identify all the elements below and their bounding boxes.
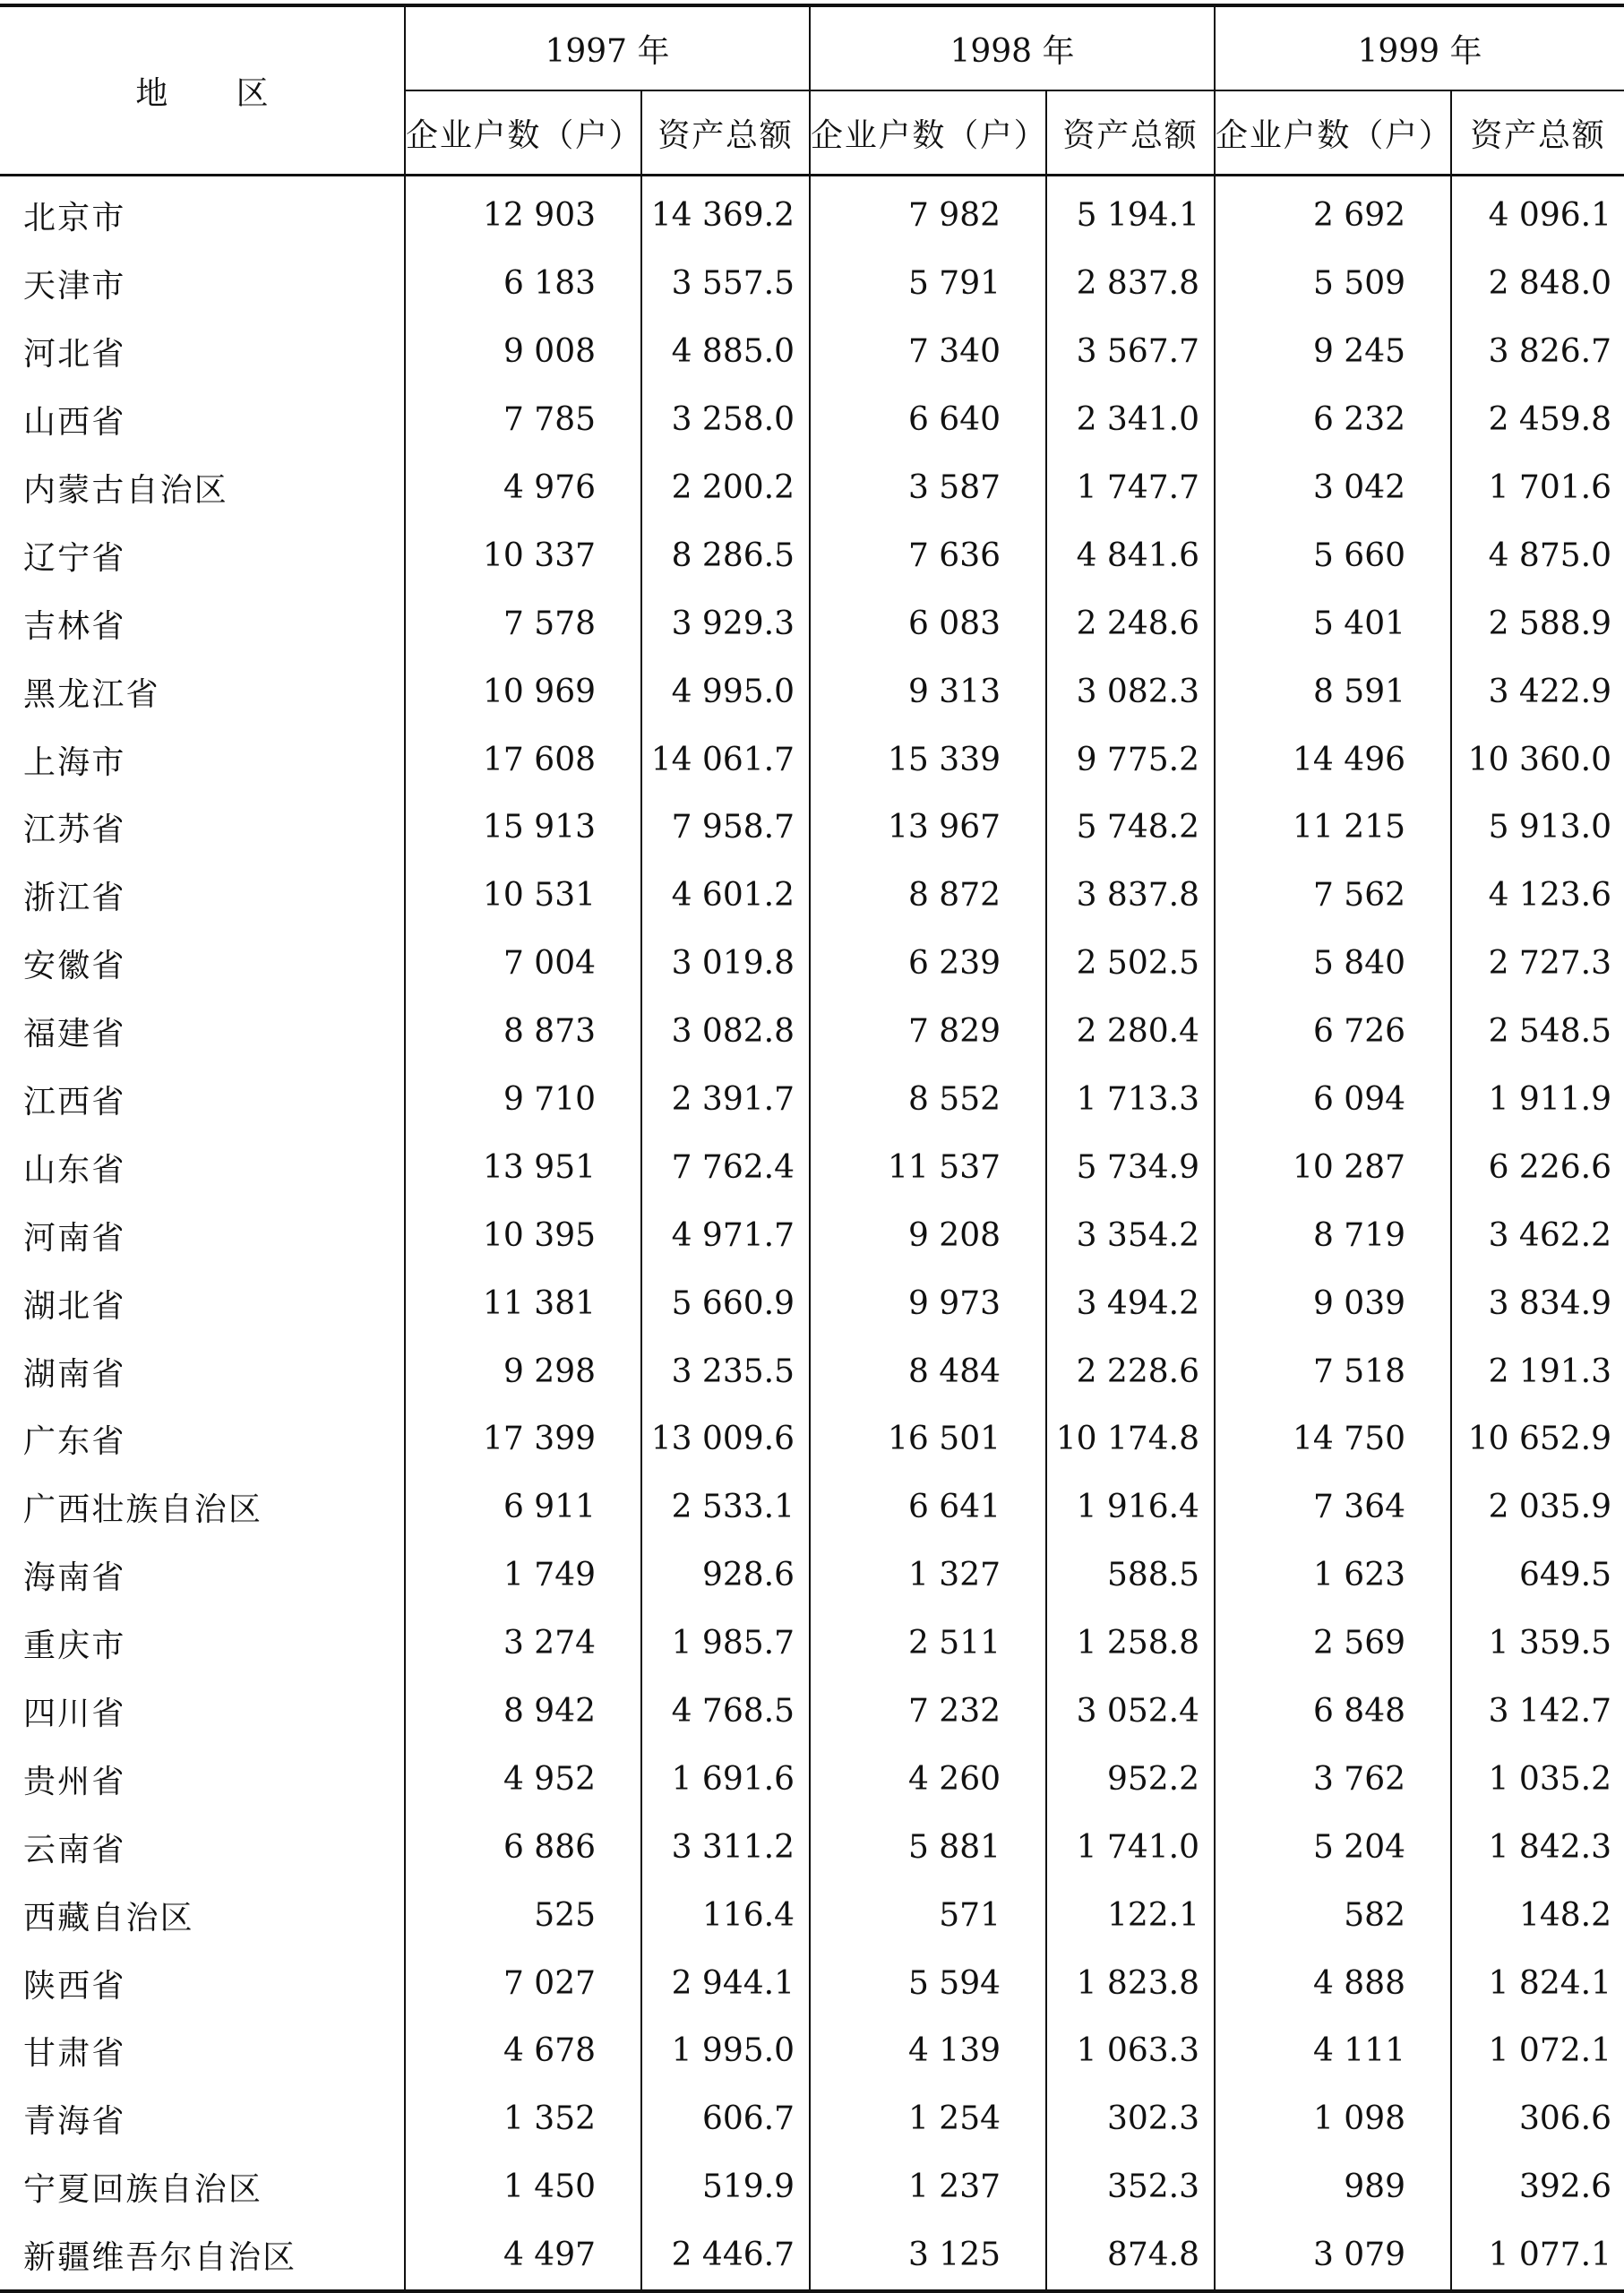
enterprise-count-1997-cell: 11 381 [405,1269,641,1337]
total-assets-1997-cell: 5 660.9 [641,1269,810,1337]
table-row [0,521,1624,589]
total-assets-1998-cell: 3 354.2 [1046,1201,1215,1269]
enterprise-count-1998-cell: 571 [810,1881,1046,1949]
table-row [0,1405,1624,1473]
total-assets-1998-cell: 5 748.2 [1046,794,1215,862]
table-row [0,250,1624,318]
enterprise-count-1998-cell: 1 237 [810,2153,1046,2221]
region-name-cell: 湖南省 [0,1337,405,1405]
table-row [0,1201,1624,1269]
table-row [0,1066,1624,1134]
enterprise-count-1998-cell: 7 340 [810,318,1046,386]
region-name-cell: 江苏省 [0,794,405,862]
total-assets-1999-cell: 1 842.3 [1488,1828,1611,1866]
total-assets-1997-cell: 7 958.7 [641,794,810,862]
total-assets-1997-cell: 3 258.0 [641,386,810,454]
region-name-cell: 河北省 [0,318,405,386]
enterprise-count-1999-cell: 2 692 [1215,176,1451,250]
table-row [0,176,1624,250]
enterprise-count-1997-cell: 9 298 [405,1337,641,1405]
total-assets-1997-cell: 2 533.1 [641,1473,810,1542]
enterprise-count-1999-cell: 14 496 [1215,726,1451,794]
table-row [0,1610,1624,1678]
total-assets-1998-cell: 122.1 [1046,1881,1215,1949]
region-name-cell: 天津市 [0,250,405,318]
table-row [0,318,1624,386]
table-row [0,862,1624,930]
enterprise-count-1999-cell: 6 094 [1215,1066,1451,1134]
table-row [0,589,1624,657]
total-assets-1997-cell: 1 985.7 [641,1610,810,1678]
total-assets-1997-cell: 2 446.7 [641,2221,810,2291]
total-assets-1998-cell: 2 228.6 [1046,1337,1215,1405]
enterprise-count-1997-cell: 4 952 [405,1745,641,1813]
enterprise-count-1998-cell: 16 501 [810,1405,1046,1473]
total-assets-1998-cell: 1 258.8 [1046,1610,1215,1678]
enterprise-count-1998-cell: 7 829 [810,998,1046,1066]
enterprise-count-1999-cell: 7 518 [1215,1337,1451,1405]
total-assets-1999-cell: 2 727.3 [1488,945,1611,983]
region-name-cell: 云南省 [0,1813,405,1881]
enterprise-count-1997-cell: 17 608 [405,726,641,794]
total-assets-1999-cell: 148.2 [1518,1896,1611,1934]
region-name-cell: 吉林省 [0,589,405,657]
table-row [0,386,1624,454]
enterprise-count-1998-cell: 4 260 [810,1745,1046,1813]
enterprise-count-1998-cell: 6 640 [810,386,1046,454]
total-assets-1998-cell: 874.8 [1046,2221,1215,2291]
region-name-cell: 新疆维吾尔自治区 [0,2221,405,2291]
total-assets-1998-cell: 302.3 [1046,2085,1215,2153]
total-assets-1998-cell: 3 837.8 [1046,862,1215,930]
total-assets-1999-cell: 392.6 [1518,2168,1611,2206]
enterprise-count-1997-cell: 7 578 [405,589,641,657]
region-name-cell: 河南省 [0,1201,405,1269]
total-assets-1998-cell: 4 841.6 [1046,521,1215,589]
enterprise-count-1998-cell: 15 339 [810,726,1046,794]
table-row [0,2221,1624,2291]
table-row [0,1745,1624,1813]
enterprise-count-1997-cell: 10 969 [405,657,641,726]
enterprise-count-1999-cell: 4 888 [1215,1949,1451,2017]
enterprise-count-1998-cell: 2 511 [810,1610,1046,1678]
enterprise-count-1998-cell: 3 125 [810,2221,1046,2291]
enterprise-count-1998-cell: 9 208 [810,1201,1046,1269]
enterprise-count-1998-cell: 6 239 [810,930,1046,998]
total-assets-1999-cell: 1 035.2 [1488,1760,1611,1798]
table-row [0,1949,1624,2017]
enterprise-count-1999-cell: 5 401 [1215,589,1451,657]
total-assets-1998-cell: 5 194.1 [1046,176,1215,250]
total-assets-1998-cell: 588.5 [1046,1542,1215,1610]
region-name-cell: 广东省 [0,1405,405,1473]
table-body [0,176,1624,2291]
table-row [0,794,1624,862]
enterprise-count-1999-cell: 6 232 [1215,386,1451,454]
region-name-cell: 山东省 [0,1133,405,1201]
enterprise-count-1999-cell: 4 111 [1215,2017,1451,2085]
total-assets-1998-cell: 2 341.0 [1046,386,1215,454]
region-name-cell: 西藏自治区 [0,1881,405,1949]
total-assets-1999-cell: 649.5 [1518,1557,1611,1594]
total-assets-1999-cell: 1 911.9 [1488,1081,1611,1119]
region-name-cell: 甘肃省 [0,2017,405,2085]
total-assets-1998-cell: 10 174.8 [1046,1405,1215,1473]
total-assets-1999-cell: 1 077.1 [1488,2237,1611,2274]
enterprise-count-1998-cell: 8 552 [810,1066,1046,1134]
enterprise-count-1997-cell: 3 274 [405,1610,641,1678]
enterprise-count-1997-cell: 6 911 [405,1473,641,1542]
enterprise-count-1999-cell: 3 762 [1215,1745,1451,1813]
enterprise-count-1997-cell: 9 710 [405,1066,641,1134]
enterprise-count-header: 企业户数（户） [405,90,641,176]
region-name-cell: 青海省 [0,2085,405,2153]
enterprise-count-1997-cell: 7 027 [405,1949,641,2017]
enterprise-count-1997-cell: 4 976 [405,454,641,522]
total-assets-1999-cell: 10 360.0 [1467,741,1611,778]
total-assets-1997-cell: 1 691.6 [641,1745,810,1813]
total-assets-1999-cell: 2 035.9 [1488,1489,1611,1526]
total-assets-1999-cell: 3 826.7 [1488,333,1611,371]
enterprise-count-1997-cell: 6 886 [405,1813,641,1881]
enterprise-count-1998-cell: 7 982 [810,176,1046,250]
total-assets-1998-cell: 2 502.5 [1046,930,1215,998]
table-row [0,1678,1624,1746]
total-assets-1999-cell: 4 875.0 [1488,537,1611,574]
total-assets-1997-cell: 1 995.0 [641,2017,810,2085]
total-assets-1999-cell: 2 459.8 [1488,401,1611,439]
year-header-1999: 1999 年 [1215,5,1624,90]
total-assets-1997-cell: 14 369.2 [641,176,810,250]
total-assets-1999-cell: 3 142.7 [1488,1693,1611,1730]
enterprise-count-1998-cell: 6 083 [810,589,1046,657]
total-assets-1997-cell: 13 009.6 [641,1405,810,1473]
enterprise-count-1997-cell: 7 785 [405,386,641,454]
total-assets-1999-cell: 3 834.9 [1488,1284,1611,1322]
table-row [0,2153,1624,2221]
region-name-cell: 北京市 [0,176,405,250]
total-assets-1997-cell: 7 762.4 [641,1133,810,1201]
total-assets-1999-cell: 5 913.0 [1488,809,1611,846]
total-assets-1999-cell: 2 548.5 [1488,1013,1611,1051]
enterprise-count-1998-cell: 11 537 [810,1133,1046,1201]
enterprise-count-1998-cell: 5 881 [810,1813,1046,1881]
table-row [0,1542,1624,1610]
total-assets-1998-cell: 3 082.3 [1046,657,1215,726]
table-row [0,1813,1624,1881]
enterprise-count-1999-cell: 14 750 [1215,1405,1451,1473]
total-assets-1997-cell: 4 885.0 [641,318,810,386]
table-row [0,1337,1624,1405]
region-name-cell: 四川省 [0,1678,405,1746]
enterprise-count-1997-cell: 8 942 [405,1678,641,1746]
total-assets-1997-cell: 606.7 [641,2085,810,2153]
region-name-cell: 陕西省 [0,1949,405,2017]
enterprise-count-1997-cell: 10 395 [405,1201,641,1269]
total-assets-header: 资产总额 [641,90,810,176]
table-row [0,1133,1624,1201]
total-assets-1998-cell: 1 823.8 [1046,1949,1215,2017]
enterprise-count-1999-cell: 1 623 [1215,1542,1451,1610]
total-assets-1999-cell: 1 824.1 [1488,1964,1611,2002]
enterprise-count-1999-cell: 5 509 [1215,250,1451,318]
enterprise-count-1999-cell: 5 660 [1215,521,1451,589]
enterprise-count-1997-cell: 1 749 [405,1542,641,1610]
table-header [0,5,1624,176]
total-assets-1998-cell: 5 734.9 [1046,1133,1215,1201]
total-assets-1997-cell: 4 601.2 [641,862,810,930]
total-assets-1999-cell: 1 359.5 [1488,1625,1611,1662]
total-assets-1998-cell: 9 775.2 [1046,726,1215,794]
total-assets-1998-cell: 352.3 [1046,2153,1215,2221]
enterprise-count-1999-cell: 7 562 [1215,862,1451,930]
enterprise-count-1999-cell: 9 245 [1215,318,1451,386]
total-assets-1998-cell: 1 747.7 [1046,454,1215,522]
total-assets-1999-cell: 4 123.6 [1488,877,1611,915]
enterprise-count-1999-cell: 10 287 [1215,1133,1451,1201]
enterprise-count-1997-cell: 1 450 [405,2153,641,2221]
total-assets-1999-cell: 3 422.9 [1488,673,1611,710]
enterprise-count-1997-cell: 7 004 [405,930,641,998]
total-assets-1997-cell: 116.4 [641,1881,810,1949]
enterprise-count-1997-cell: 17 399 [405,1405,641,1473]
region-name-cell: 海南省 [0,1542,405,1610]
enterprise-count-1998-cell: 5 594 [810,1949,1046,2017]
table-row [0,998,1624,1066]
total-assets-1998-cell: 1 916.4 [1046,1473,1215,1542]
total-assets-1999-cell: 2 191.3 [1488,1353,1611,1390]
total-assets-1999-cell: 2 588.9 [1488,605,1611,642]
total-assets-1998-cell: 1 713.3 [1046,1066,1215,1134]
region-name-cell: 山西省 [0,386,405,454]
enterprise-count-1998-cell: 7 636 [810,521,1046,589]
table-row [0,726,1624,794]
total-assets-1997-cell: 14 061.7 [641,726,810,794]
enterprise-count-1998-cell: 1 327 [810,1542,1046,1610]
total-assets-1998-cell: 2 280.4 [1046,998,1215,1066]
total-assets-1999-cell: 3 462.2 [1488,1216,1611,1254]
enterprise-count-1999-cell: 8 591 [1215,657,1451,726]
enterprise-count-1998-cell: 13 967 [810,794,1046,862]
enterprise-count-1999-cell: 582 [1215,1881,1451,1949]
enterprise-count-1998-cell: 9 313 [810,657,1046,726]
total-assets-1997-cell: 3 311.2 [641,1813,810,1881]
total-assets-header: 资产总额 [1046,90,1215,176]
region-name-cell: 湖北省 [0,1269,405,1337]
enterprise-count-1999-cell: 5 204 [1215,1813,1451,1881]
region-name-cell: 广西壮族自治区 [0,1473,405,1542]
enterprise-count-1997-cell: 4 678 [405,2017,641,2085]
total-assets-1998-cell: 952.2 [1046,1745,1215,1813]
region-name-cell: 贵州省 [0,1745,405,1813]
total-assets-1997-cell: 3 019.8 [641,930,810,998]
enterprise-count-1998-cell: 8 872 [810,862,1046,930]
total-assets-1998-cell: 3 052.4 [1046,1678,1215,1746]
enterprise-count-1998-cell: 1 254 [810,2085,1046,2153]
total-assets-1998-cell: 1 063.3 [1046,2017,1215,2085]
enterprise-count-1998-cell: 6 641 [810,1473,1046,1542]
total-assets-1999-cell: 10 652.9 [1467,1421,1611,1458]
total-assets-header: 资产总额 [1470,116,1606,154]
total-assets-1998-cell: 3 567.7 [1046,318,1215,386]
region-name-cell: 上海市 [0,726,405,794]
enterprise-count-header: 企业户数（户） [1215,90,1451,176]
enterprise-count-1997-cell: 1 352 [405,2085,641,2153]
table-row [0,1881,1624,1949]
region-name-cell: 重庆市 [0,1610,405,1678]
region-name-cell: 内蒙古自治区 [0,454,405,522]
total-assets-1997-cell: 928.6 [641,1542,810,1610]
data-table-container [0,4,1624,2293]
region-name-cell: 黑龙江省 [0,657,405,726]
table-row [0,454,1624,522]
total-assets-1997-cell: 3 929.3 [641,589,810,657]
enterprise-count-1998-cell: 7 232 [810,1678,1046,1746]
total-assets-1999-cell: 306.6 [1518,2100,1611,2138]
total-assets-1997-cell: 3 235.5 [641,1337,810,1405]
total-assets-1997-cell: 4 768.5 [641,1678,810,1746]
enterprise-count-1998-cell: 4 139 [810,2017,1046,2085]
enterprise-count-1998-cell: 3 587 [810,454,1046,522]
enterprise-count-1999-cell: 11 215 [1215,794,1451,862]
total-assets-1998-cell: 2 248.6 [1046,589,1215,657]
total-assets-1999-cell: 1 072.1 [1488,2032,1611,2070]
enterprise-count-1997-cell: 8 873 [405,998,641,1066]
enterprise-count-1998-cell: 8 484 [810,1337,1046,1405]
total-assets-1999-cell: 2 848.0 [1488,265,1611,303]
enterprise-count-1999-cell: 9 039 [1215,1269,1451,1337]
total-assets-1999-cell: 6 226.6 [1488,1148,1611,1186]
total-assets-1998-cell: 3 494.2 [1046,1269,1215,1337]
region-name-cell: 福建省 [0,998,405,1066]
total-assets-1997-cell: 8 286.5 [641,521,810,589]
region-name-cell: 江西省 [0,1066,405,1134]
enterprise-count-1999-cell: 8 719 [1215,1201,1451,1269]
enterprise-count-1999-cell: 3 079 [1215,2221,1451,2291]
total-assets-1997-cell: 519.9 [641,2153,810,2221]
enterprise-count-1999-cell: 3 042 [1215,454,1451,522]
enterprise-count-1997-cell: 6 183 [405,250,641,318]
enterprise-count-1999-cell: 6 726 [1215,998,1451,1066]
enterprise-count-1998-cell: 5 791 [810,250,1046,318]
total-assets-1997-cell: 2 944.1 [641,1949,810,2017]
year-header-1997: 1997 年 [405,5,810,90]
enterprise-count-1999-cell: 1 098 [1215,2085,1451,2153]
region-name-cell: 浙江省 [0,862,405,930]
region-name-cell: 安徽省 [0,930,405,998]
total-assets-1997-cell: 2 391.7 [641,1066,810,1134]
enterprise-count-1997-cell: 13 951 [405,1133,641,1201]
enterprise-count-1997-cell: 12 903 [405,176,641,250]
enterprise-count-1999-cell: 989 [1215,2153,1451,2221]
table-row [0,2085,1624,2153]
total-assets-1998-cell: 2 837.8 [1046,250,1215,318]
table-row [0,1473,1624,1542]
enterprise-count-1997-cell: 9 008 [405,318,641,386]
enterprise-count-1997-cell: 10 531 [405,862,641,930]
region-name-cell: 宁夏回族自治区 [0,2153,405,2221]
table-row [0,930,1624,998]
enterprise-count-1999-cell: 2 569 [1215,1610,1451,1678]
enterprise-count-header: 企业户数（户） [810,90,1046,176]
table-row [0,657,1624,726]
enterprise-count-1997-cell: 10 337 [405,521,641,589]
total-assets-1999-cell: 1 701.6 [1488,469,1611,506]
total-assets-1999-cell: 4 096.1 [1488,197,1611,235]
table-row [0,2017,1624,2085]
total-assets-1997-cell: 2 200.2 [641,454,810,522]
table-row [0,1269,1624,1337]
total-assets-1997-cell: 3 557.5 [641,250,810,318]
total-assets-1997-cell: 4 971.7 [641,1201,810,1269]
enterprise-count-1999-cell: 5 840 [1215,930,1451,998]
total-assets-1998-cell: 1 741.0 [1046,1813,1215,1881]
enterprise-count-1997-cell: 4 497 [405,2221,641,2291]
year-header-1998: 1998 年 [810,5,1215,90]
region-name-cell: 辽宁省 [0,521,405,589]
enterprise-count-1999-cell: 6 848 [1215,1678,1451,1746]
total-assets-1997-cell: 4 995.0 [641,657,810,726]
enterprise-count-1999-cell: 7 364 [1215,1473,1451,1542]
enterprise-statistics-table [0,4,1624,2293]
enterprise-count-1998-cell: 9 973 [810,1269,1046,1337]
enterprise-count-1997-cell: 15 913 [405,794,641,862]
region-column-header: 地 区 [0,5,405,176]
total-assets-1997-cell: 3 082.8 [641,998,810,1066]
enterprise-count-1997-cell: 525 [405,1881,641,1949]
